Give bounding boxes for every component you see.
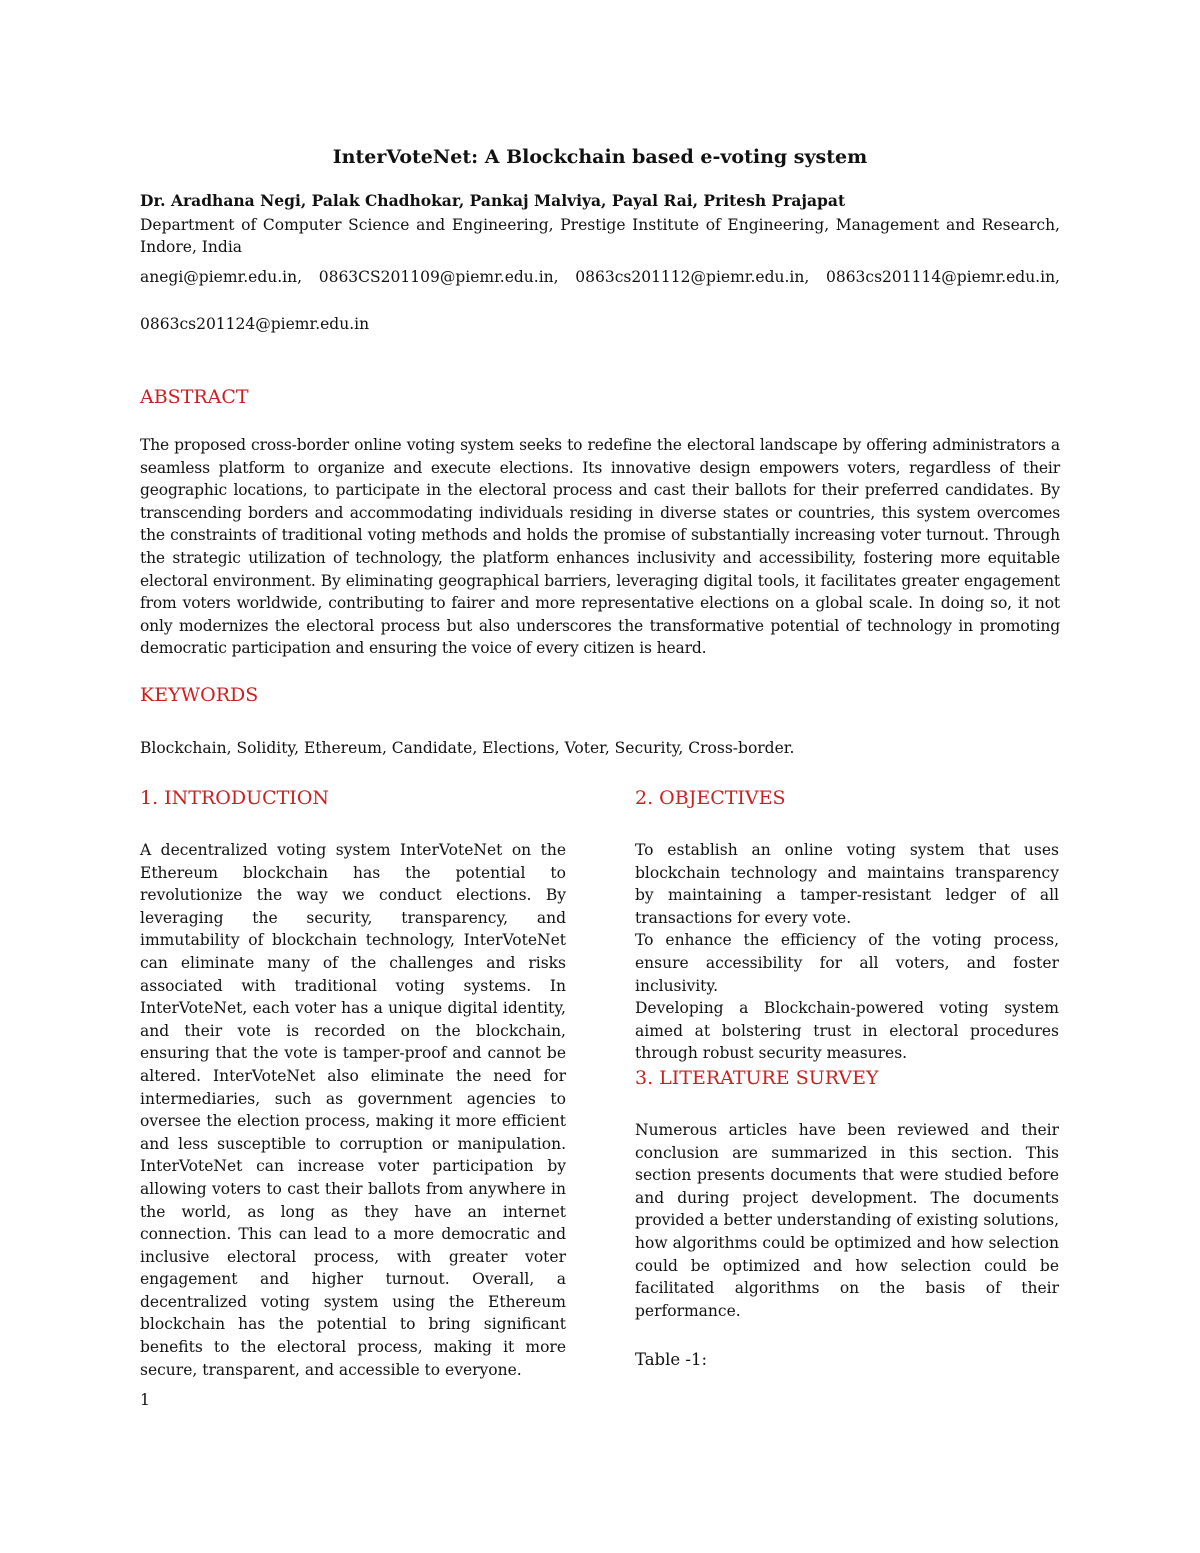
objective-paragraph: To establish an online voting system that uses blockchain technology and maintains transparency by maintaining a tamper-resistant ledger of all transactions for every vote. <box>635 841 1059 927</box>
paper-title: InterVoteNet: A Blockchain based e-voting system <box>332 146 868 168</box>
email-address: anegi@piemr.edu.in, <box>140 268 303 286</box>
affiliation: Department of Computer Science and Engineering, Prestige Institute of Engineering, Management and Research, Indore, India <box>140 216 1060 256</box>
author-list: Dr. Aradhana Negi, Palak Chadhokar, Pankaj Malviya, Payal Rai, Pritesh Prajapat <box>140 191 846 210</box>
email-address: 0863cs201114@piemr.edu.in, <box>825 268 1060 286</box>
objective-paragraph: To enhance the efficiency of the voting process, ensure accessibility for all voters, and foster inclusivity. <box>635 931 1059 995</box>
abstract-heading: ABSTRACT <box>140 386 249 408</box>
email-list <box>140 266 1060 288</box>
introduction-heading: 1. INTRODUCTION <box>140 787 330 809</box>
table-label: Table -1: <box>635 1350 708 1369</box>
literature-heading: 3. LITERATURE SURVEY <box>635 1067 879 1089</box>
objectives-heading: 2. OBJECTIVES <box>635 787 786 809</box>
keywords-text: Blockchain, Solidity, Ethereum, Candidate, Elections, Voter, Security, Cross-border. <box>140 739 795 757</box>
abstract-text: The proposed cross-border online voting system seeks to redefine the electoral landscape by offering administrators a seamless platform to organize and execute elections. Its innovative design empowers voters, regardless of their geographic locations, to participate in the electoral process and cast their ballots for their preferred candidates. By transcending borders and accommodating individuals residing in diverse states or countries, this system overcomes the constraints of traditional voting methods and holds the promise of substantially increasing voter turnout. Through the strategic utilization of technology, the platform enhances inclusivity and accessibility, fostering more equitable electoral environment. By eliminating geographical barriers, leveraging digital tools, it facilitates greater engagement from voters worldwide, contributing to fairer and more representative elections on a global scale. In doing so, it not only modernizes the electoral process but also underscores the transformative potential of technology in promoting democratic participation and ensuring the voice of every citizen is heard. <box>140 436 1060 658</box>
page-number: 1 <box>140 1391 150 1409</box>
introduction-text: A decentralized voting system InterVoteNet on the Ethereum blockchain has the potential to revolutionize the way we conduct elections. By leveraging the security, transparency, and immutability of blockchain technology, InterVoteNet can eliminate many of the challenges and risks associated with traditional voting systems. In InterVoteNet, each voter has a unique digital identity, and their vote is recorded on the blockchain, ensuring that the vote is tamper-proof and cannot be altered. InterVoteNet also eliminate the need for intermediaries, such as government agencies to oversee the election process, making it more efficient and less susceptible to corruption or manipulation. InterVoteNet can increase voter participation by allowing voters to cast their ballots from anywhere in the world, as long as they have an internet connection. This can lead to a more democratic and inclusive electoral process, with greater voter engagement and higher turnout. Overall, a decentralized voting system using the Ethereum blockchain has the potential to bring significant benefits to the electoral process, making it more secure, transparent, and accessible to everyone. <box>140 841 566 1379</box>
keywords-heading: KEYWORDS <box>140 684 259 706</box>
email-address: 0863cs201112@piemr.edu.in, <box>575 268 810 286</box>
literature-text: Numerous articles have been reviewed and their conclusion are summarized in this section. This section presents documents that were studied before and during project development. The documents provided a better understanding of existing solutions, how algorithms could be optimized and how selection could be optimized and how selection could be facilitated algorithms on the basis of their performance. <box>635 1121 1059 1320</box>
objective-paragraph: Developing a Blockchain-powered voting system aimed at bolstering trust in electoral procedures through robust security measures. <box>635 999 1059 1063</box>
email-address: 0863cs201124@piemr.edu.in <box>140 315 370 333</box>
objectives-text <box>635 839 1059 1065</box>
email-address: 0863CS201109@piemr.edu.in, <box>318 268 559 286</box>
